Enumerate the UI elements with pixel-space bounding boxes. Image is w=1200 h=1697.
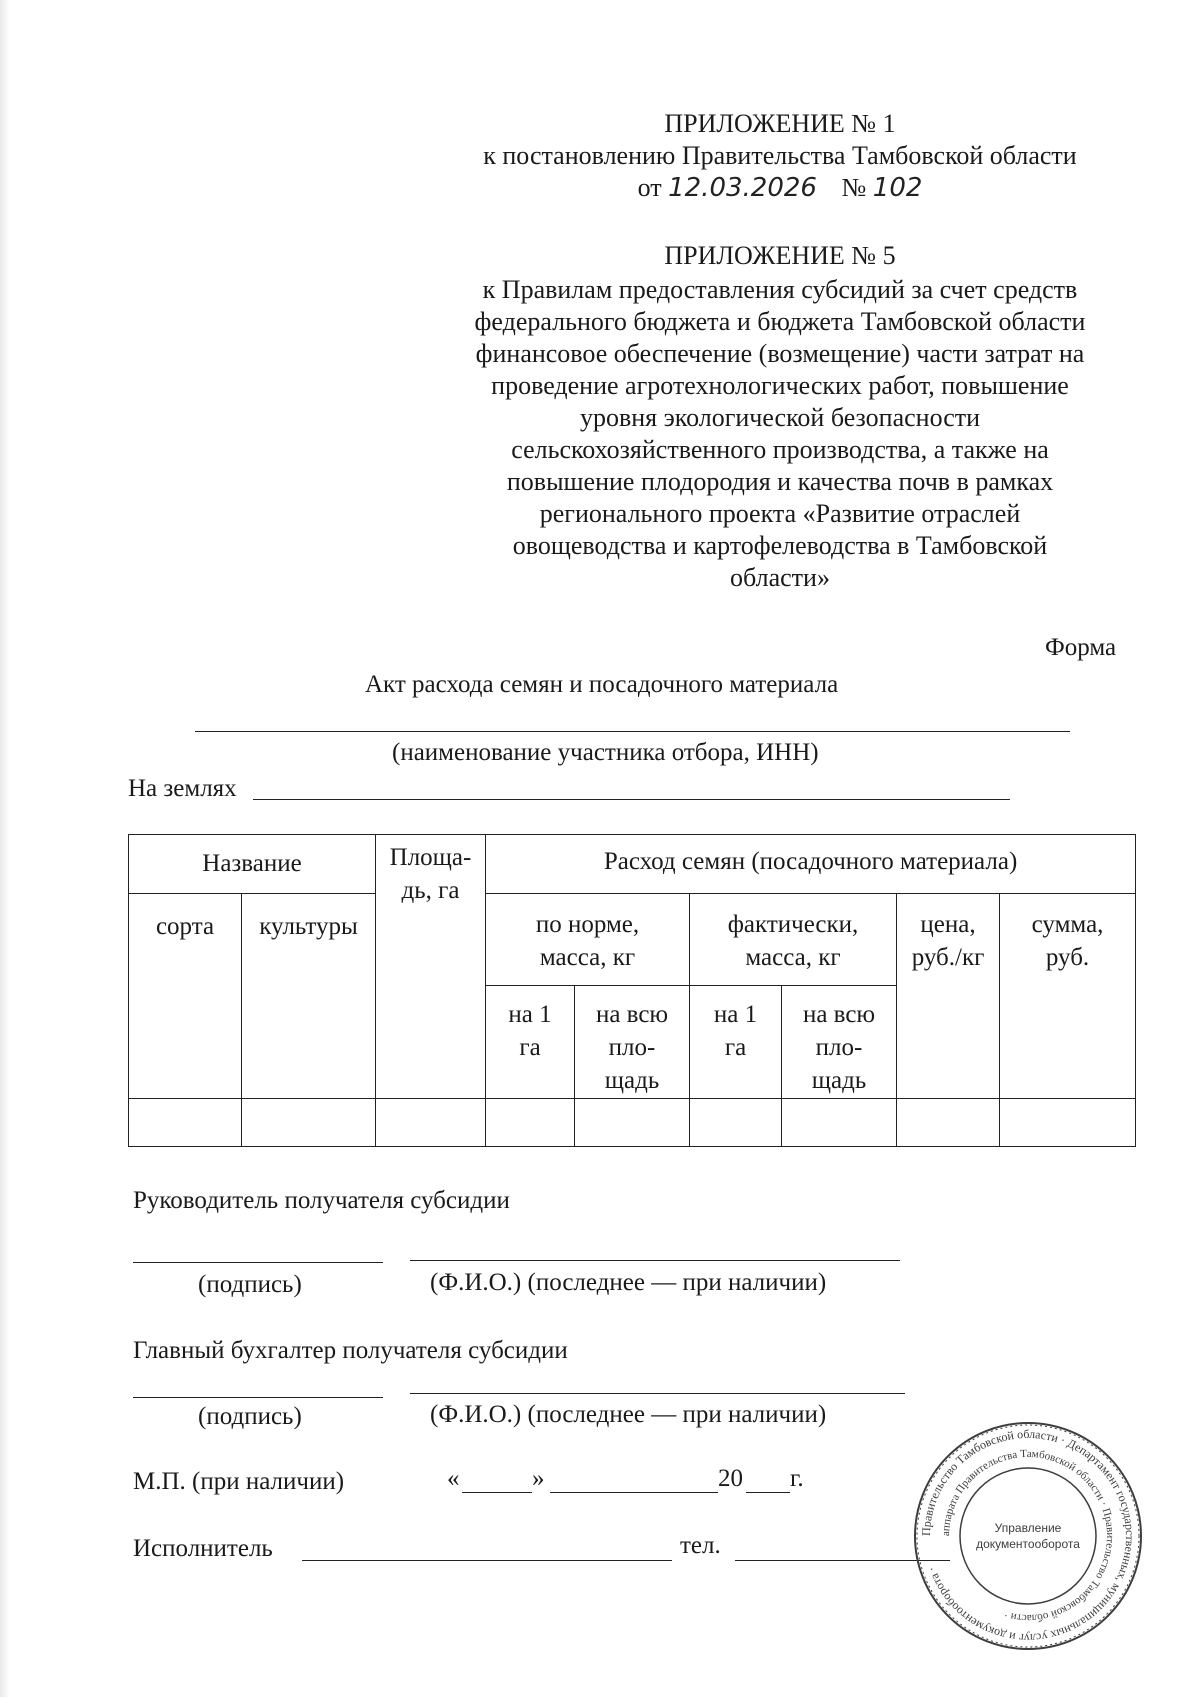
date-close-quote: » (532, 1465, 545, 1492)
lands-blank-line (253, 799, 1010, 800)
header-area: Площа-дь, га (376, 835, 486, 1099)
number-label: № (841, 173, 867, 202)
year-suffix: г. (790, 1465, 804, 1492)
table-row (129, 1099, 1136, 1147)
head-label: Руководитель получателя субсидии (133, 1187, 510, 1214)
seed-consumption-table (128, 834, 1136, 1147)
appendix5-text-line: финансовое обеспечение (возмещение) части затрат на (475, 339, 1085, 368)
table-cell (486, 1099, 575, 1147)
table-cell (897, 1099, 1000, 1147)
appendix5-text-line: регионального проекта «Развитие отраслей (539, 499, 1021, 528)
appendix5-text-line: к Правилам предоставления субсидий за счет средств (482, 275, 1078, 304)
appendix5-text-line: сельскохозяйственного производства, а также на (511, 435, 1049, 464)
table-cell (690, 1099, 782, 1147)
appendix5-text-line: уровня экологической безопасности (579, 403, 981, 432)
appendix5-block (430, 240, 1130, 594)
appendix1-title: ПРИЛОЖЕНИЕ № 1 (664, 109, 896, 138)
header-norm-mass: по норме, масса, кг (486, 894, 690, 986)
appendix5-text-line: области» (730, 563, 830, 592)
header-name: Название (129, 835, 376, 894)
stamp-inner-ring (960, 1468, 1096, 1604)
accountant-fio-line (410, 1393, 905, 1394)
chief-accountant-label: Главный бухгалтер получателя субсидии (133, 1337, 568, 1364)
participant-caption: (наименование участника отбора, ИНН) (392, 739, 819, 766)
appendix5-title: ПРИЛОЖЕНИЕ № 5 (664, 241, 896, 270)
appendix1-block (440, 108, 1120, 204)
form-label: Форма (1045, 634, 1117, 661)
accountant-signature-caption: (подпись) (198, 1403, 302, 1430)
head-fio-line (410, 1260, 900, 1261)
appendix5-text-line: проведение агротехнологических работ, повышение (491, 371, 1069, 400)
table-cell (575, 1099, 690, 1147)
lands-label: На землях (128, 775, 237, 802)
table-cell (376, 1099, 486, 1147)
appendix5-text-line: федерального бюджета и бюджета Тамбовской области (474, 307, 1086, 336)
stamp-outer-text: Правительство Тамбовской области · Департамент государственных, муниципальных услуг и документооборота · (918, 1426, 1138, 1646)
date-year-line (746, 1492, 790, 1493)
handwritten-date: 12.03.2026 (668, 173, 817, 203)
handwritten-number: 102 (872, 173, 923, 203)
date-prefix: от (637, 173, 662, 202)
table-cell (242, 1099, 376, 1147)
header-consumption: Расход семян (посадочного материала) (486, 835, 1136, 894)
stamp-center-line1: Управление (994, 1521, 1062, 1535)
executor-label: Исполнитель (133, 1535, 273, 1562)
header-actual-mass: фактически, масса, кг (690, 894, 897, 986)
header-actual-per-ha: на 1 га (690, 986, 782, 1099)
table-cell (782, 1099, 897, 1147)
appendix1-decree-line: к постановлению Правительства Тамбовской области (483, 141, 1077, 170)
round-seal-stamp (912, 1420, 1144, 1652)
date-day-line (462, 1492, 532, 1493)
header-actual-total-area: на всю пло-щадь (782, 986, 897, 1099)
year-prefix: 20 (718, 1465, 743, 1492)
header-variety: сорта (129, 894, 242, 1099)
head-signature-caption: (подпись) (198, 1271, 302, 1298)
seal-label: М.П. (при наличии) (133, 1468, 345, 1495)
act-title: Акт расхода семян и посадочного материала (365, 671, 839, 698)
accountant-signature-line (133, 1397, 383, 1398)
stamp-center-line2: документооборота (976, 1537, 1080, 1551)
stamp-inner-text: аппарата Правительства Тамбовской области · Правительство Тамбовской области · (939, 1447, 1117, 1625)
head-fio-caption: (Ф.И.О.) (последнее — при наличии) (430, 1269, 827, 1296)
table-cell (1000, 1099, 1136, 1147)
phone-label: тел. (680, 1532, 721, 1559)
appendix1-date-line (440, 172, 1120, 204)
appendix5-text-line: повышение плодородия и качества почв в рамках (506, 467, 1054, 496)
head-signature-line (133, 1262, 383, 1263)
header-norm-total-area: на всю пло-щадь (575, 986, 690, 1099)
table-cell (129, 1099, 242, 1147)
participant-blank-line (195, 731, 1070, 732)
header-crop: культуры (242, 894, 376, 1099)
date-open-quote: « (447, 1465, 460, 1492)
header-norm-per-ha: на 1 га (486, 986, 575, 1099)
scan-edge-shadow (0, 0, 10, 1697)
accountant-fio-caption: (Ф.И.О.) (последнее — при наличии) (430, 1401, 827, 1428)
date-month-line (550, 1492, 718, 1493)
appendix5-text-line: овощеводства и картофелеводства в Тамбовской (512, 531, 1048, 560)
header-price: цена, руб./кг (897, 894, 1000, 1099)
executor-line (302, 1560, 672, 1561)
header-sum: сумма, руб. (1000, 894, 1136, 1099)
